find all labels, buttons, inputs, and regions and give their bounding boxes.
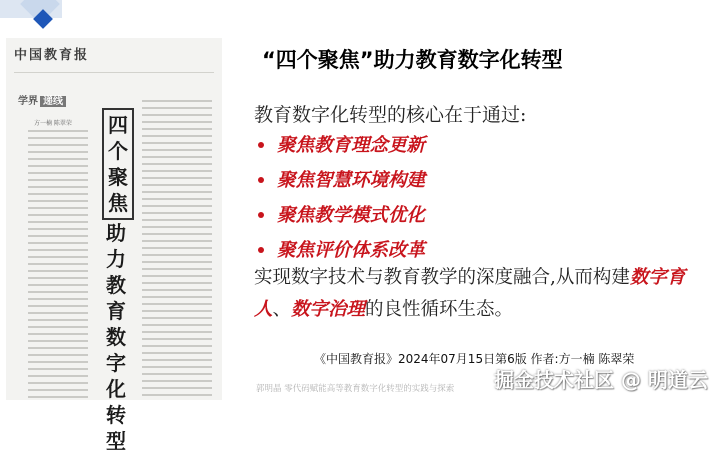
newspaper-headline-char: 助 bbox=[106, 221, 126, 245]
summary-highlight-2: 数字治理 bbox=[291, 299, 366, 320]
focus-item-label: 聚焦教学模式优化 bbox=[277, 205, 426, 226]
bullet-dot-icon bbox=[258, 212, 264, 218]
newspaper-authors: 方一楠 陈翠荣 bbox=[34, 120, 72, 127]
newspaper-clipping-image bbox=[6, 38, 222, 453]
footer-reference: 郭明晶 零代码赋能高等教育数字化转型的实践与探索 bbox=[256, 384, 455, 394]
summary-highlight-1: 数字育人 bbox=[254, 267, 686, 320]
focus-item bbox=[254, 128, 425, 163]
summary-text-part2: 的良性循环生态。 bbox=[365, 299, 514, 320]
summary-text-part1: 实现数字技术与教育教学的深度融合,从而构建 bbox=[254, 267, 630, 288]
newspaper-headline-box-1 bbox=[102, 108, 134, 220]
focus-item-label: 聚焦智慧环境构建 bbox=[277, 170, 426, 191]
newspaper-headline-char: 个 bbox=[108, 139, 128, 163]
newspaper-masthead bbox=[14, 38, 214, 73]
newspaper-headline-char: 转 bbox=[106, 403, 126, 427]
newspaper-text-column bbox=[28, 130, 88, 398]
newspaper-headline-rest bbox=[102, 220, 130, 454]
newspaper-headline-char: 聚 bbox=[108, 165, 128, 189]
focus-item bbox=[254, 198, 425, 233]
bullet-dot-icon bbox=[258, 247, 264, 253]
newspaper-headline-char: 数 bbox=[106, 325, 126, 349]
newspaper-headline-char: 育 bbox=[106, 299, 126, 323]
summary-paragraph bbox=[254, 262, 706, 326]
bullet-dot-icon bbox=[258, 177, 264, 183]
bullet-dot-icon bbox=[258, 142, 264, 148]
focus-list bbox=[254, 128, 425, 268]
newspaper-masthead-text: 中国教育报 bbox=[14, 48, 90, 63]
newspaper-headline-char: 教 bbox=[106, 273, 126, 297]
focus-item bbox=[254, 163, 425, 198]
newspaper-text-column bbox=[142, 100, 212, 400]
newspaper-vertical-headline bbox=[98, 108, 136, 453]
newspaper-headline-char: 型 bbox=[106, 429, 126, 453]
summary-separator: 、 bbox=[272, 299, 292, 320]
newspaper-headline-char: 化 bbox=[106, 377, 126, 401]
newspaper-headline-char: 字 bbox=[106, 351, 126, 375]
newspaper-headline-char: 焦 bbox=[108, 191, 128, 215]
watermark: 掘金技术社区 @ 明道云 bbox=[494, 368, 708, 392]
focus-item-label: 聚焦教育理念更新 bbox=[277, 135, 426, 156]
focus-item-label: 聚焦评价体系改革 bbox=[277, 240, 426, 261]
newspaper-headline-char: 四 bbox=[108, 113, 128, 137]
intro-text: 教育数字化转型的核心在于通过: bbox=[254, 104, 527, 126]
newspaper-column-tag-1: 学界 bbox=[18, 96, 38, 107]
source-citation: 《中国教育报》2024年07月15日第6版 作者:方一楠 陈翠荣 bbox=[314, 352, 635, 366]
newspaper-column-tag bbox=[18, 92, 66, 107]
slide-title: “四个聚焦”助力教育数字化转型 bbox=[262, 48, 563, 72]
newspaper-headline-char: 力 bbox=[106, 247, 126, 271]
newspaper-column-tag-2: 递线 bbox=[40, 96, 66, 107]
